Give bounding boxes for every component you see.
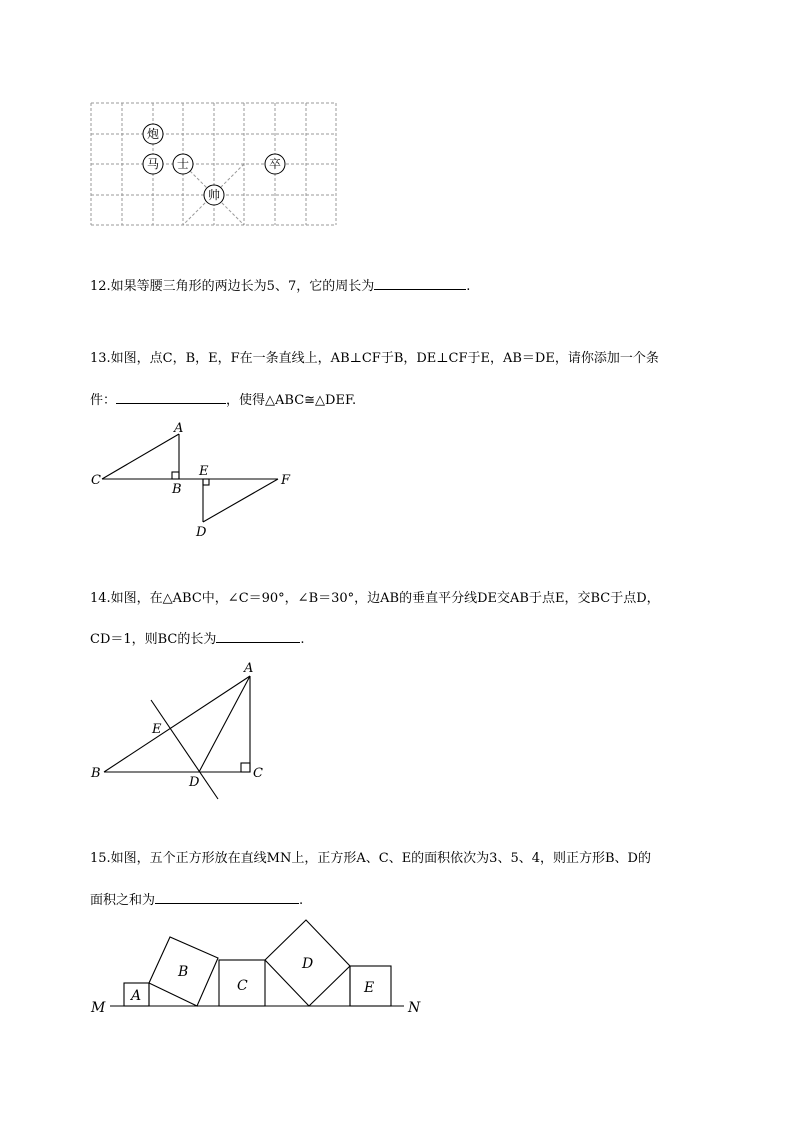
fig13-label-a: A: [174, 421, 184, 436]
question-15-prefix: 面积之和为: [90, 893, 156, 908]
question-15-line1: 15.如图，五个正方形放在直线MN上，正方形A、C、E的面积依次为3、5、4，则正方形B、D的: [90, 851, 651, 866]
question-12-end: .: [466, 279, 471, 294]
question-13-suffix: ，使得△ABC≅△DEF.: [226, 393, 357, 408]
question-14-line1: 14.如图，在△ABC中，∠C＝90°，∠B＝30°，边AB的垂直平分线DE交AB于点E，交BC于点D，: [90, 591, 660, 606]
fig14-label-b: B: [91, 766, 101, 781]
fig14-label-d: D: [189, 775, 200, 790]
fig15-label-a: A: [131, 988, 142, 1004]
question-14-prefix: CD＝1，则BC的长为: [90, 632, 217, 647]
question-14-end: .: [300, 632, 305, 647]
piece-ma-label: 马: [146, 157, 160, 171]
fig13-label-e: E: [199, 464, 209, 479]
fig13-label-b: B: [172, 482, 182, 497]
fig14-label-c: C: [253, 766, 263, 781]
fig15-label-c: C: [237, 978, 248, 994]
fig15-label-m: M: [91, 1000, 106, 1016]
piece-zu-label: 卒: [268, 157, 282, 171]
fig14-label-a: A: [244, 661, 254, 676]
piece-pao-label: 炮: [146, 127, 160, 141]
fig13-label-d: D: [196, 525, 207, 540]
question-13-line1: 13.如图，点C，B，E，F在一条直线上，AB⊥CF于B，DE⊥CF于E，AB＝DE，请你添加一个条: [90, 351, 659, 366]
question-12-text: 12.如果等腰三角形的两边长为5、7，它的周长为: [90, 279, 375, 294]
question-15-end: .: [299, 893, 304, 908]
fig15-label-e: E: [364, 980, 375, 996]
fig13-label-f: F: [281, 473, 291, 488]
fig13-label-c: C: [91, 473, 101, 488]
piece-shi-label: 士: [176, 157, 190, 171]
fig15-label-n: N: [408, 1000, 421, 1016]
fig14-label-e: E: [152, 722, 162, 737]
fig15-label-b: B: [178, 964, 189, 980]
question-13-prefix: 件：: [90, 393, 117, 408]
fig15-label-d: D: [302, 956, 314, 972]
piece-shuai-label: 帅: [207, 188, 221, 202]
